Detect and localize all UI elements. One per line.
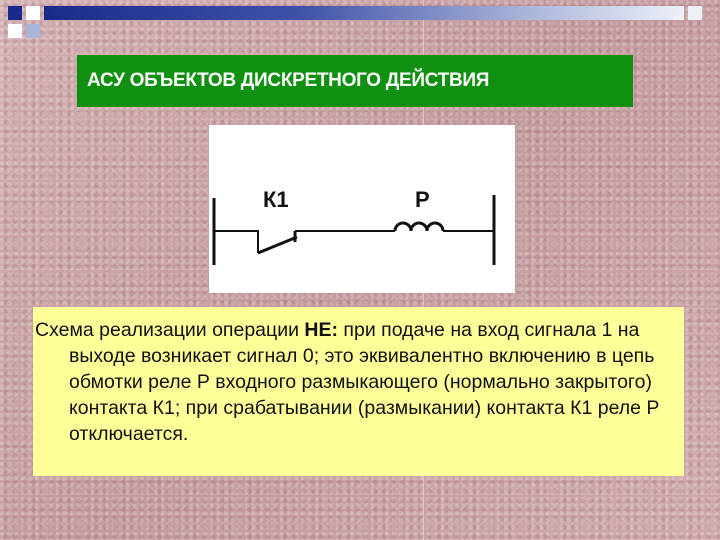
square-light <box>688 6 702 20</box>
slide-title-box <box>77 55 633 107</box>
description-text <box>35 317 674 447</box>
relay-coil-icon <box>395 223 443 231</box>
relay-label: Р <box>415 187 430 212</box>
square-medium <box>26 24 40 38</box>
square-dark <box>8 6 22 20</box>
description-body: при подаче на вход сигнала 1 на выходе возникает сигнал 0; это эквивалентно включению в цепь обмотки реле Р входного размыкающего (нормально закрытого) контакта К1; при срабатывании (размыкании) контакта К1 реле Р отключается. <box>69 319 660 445</box>
square-light <box>8 24 22 38</box>
description-box <box>33 307 684 476</box>
normally-closed-contact-icon <box>258 231 297 253</box>
contact-label: К1 <box>263 187 289 212</box>
decorative-squares <box>0 0 720 50</box>
circuit-svg <box>209 125 515 293</box>
operation-name: НЕ: <box>304 319 338 341</box>
square-light <box>26 6 40 20</box>
wire-left <box>214 231 258 253</box>
slide-title: АСУ ОБЪЕКТОВ ДИСКРЕТНОГО ДЕЙСТВИЯ <box>87 70 490 91</box>
gradient-bar <box>44 6 684 20</box>
circuit-diagram <box>209 125 515 293</box>
description-intro: Схема реализации операции <box>35 319 305 341</box>
